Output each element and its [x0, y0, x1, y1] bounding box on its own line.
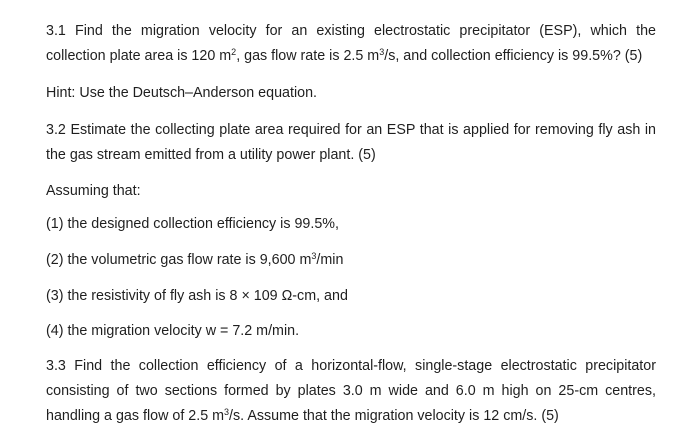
superscript: 3 [379, 47, 385, 57]
question-3-1-line-1: 3.1 Find the migration velocity for an existing electrostatic precipitator (ESP), which the [46, 23, 656, 39]
assumption-2 [46, 251, 656, 269]
text-segment: (2) the volumetric gas flow rate is 9,600 m [46, 252, 312, 268]
question-3-1-line-2 [46, 47, 656, 65]
text-segment: , gas flow rate is 2.5 m [236, 48, 380, 64]
text-segment: collection plate area is 120 m [46, 48, 232, 64]
question-3-3-line-2: consisting of two sections formed by plates 3.0 m wide and 6.0 m high on 25-cm centres, [46, 383, 656, 399]
text-segment: handling a gas flow of 2.5 m [46, 408, 225, 424]
text-segment: /s, and collection efficiency is 99.5%? (5) [384, 48, 643, 64]
superscript: 3 [311, 251, 317, 261]
question-3-3-line-3 [46, 407, 656, 425]
question-3-2-line-2: the gas stream emitted from a utility power plant. (5) [46, 147, 376, 163]
assumption-3: (3) the resistivity of fly ash is 8 × 109 Ω-cm, and [46, 288, 348, 304]
assuming-heading: Assuming that: [46, 183, 141, 199]
superscript: 3 [224, 407, 230, 417]
assumption-1: (1) the designed collection efficiency is 99.5%, [46, 216, 339, 232]
assumption-4: (4) the migration velocity w = 7.2 m/min. [46, 323, 300, 339]
question-3-1-hint: Hint: Use the Deutsch–Anderson equation. [46, 85, 318, 101]
superscript: 2 [231, 47, 237, 57]
question-3-2-line-1: 3.2 Estimate the collecting plate area required for an ESP that is applied for removing fly ash in [46, 122, 656, 138]
question-3-3-line-1: 3.3 Find the collection efficiency of a horizontal-flow, single-stage electrostatic precipitator [46, 358, 656, 374]
text-segment: /min [316, 252, 344, 268]
text-segment: /s. Assume that the migration velocity is 12 cm/s. (5) [229, 408, 559, 424]
